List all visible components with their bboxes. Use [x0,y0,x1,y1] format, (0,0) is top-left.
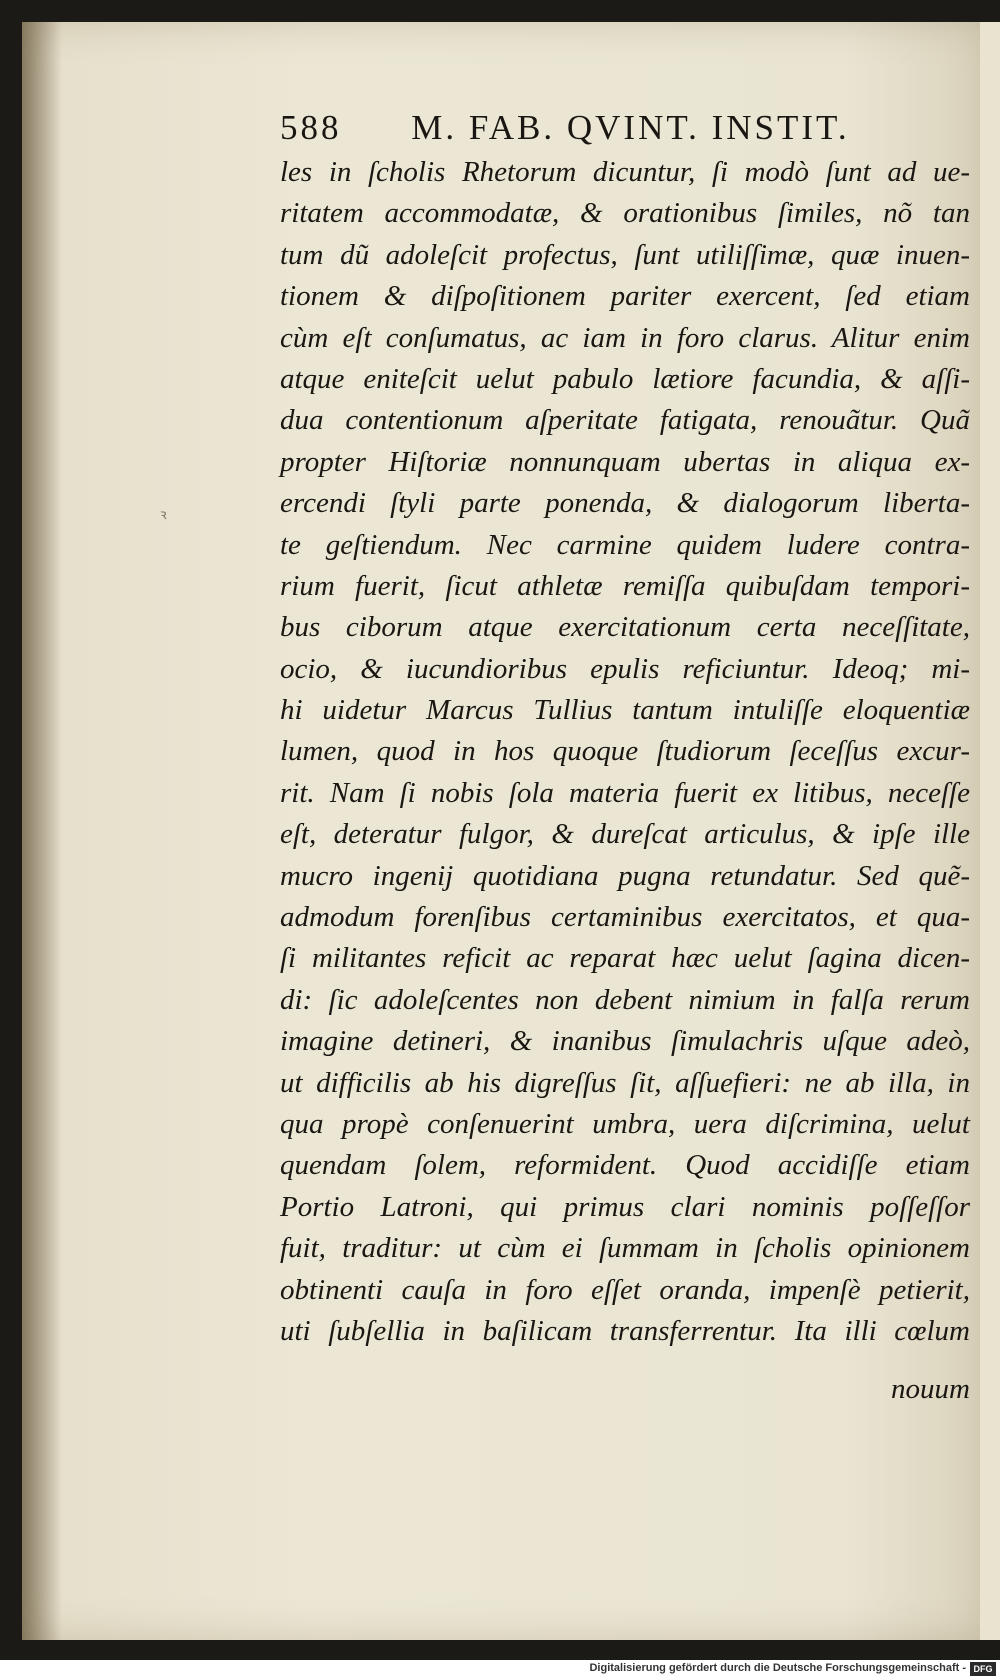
footer-bar [0,1660,1000,1679]
text-line: imagine detineri, & inanibus ſimulachris uſque adeò, [280,1025,970,1058]
text-line: rium fuerit, ſicut athletæ remiſſa quibuſdam tempori- [280,569,970,602]
text-line: atque eniteſcit uelut pabulo lætiore facundia, & aſſi- [280,362,970,395]
text-line: ercendi ſtyli parte ponenda, & dialogorum liberta- [280,487,970,520]
text-line: ritatem accommodatæ, & orationibus ſimiles, nõ tan [280,197,970,230]
catchword: nouum [891,1373,970,1405]
text-line: cùm eſt conſumatus, ac iam in foro clarus. Alitur enim [280,321,970,354]
digitization-credit: Digitalisierung gefördert durch die Deutsche Forschungsgemeinschaft - [589,1662,966,1674]
text-line: hi uidetur Marcus Tullius tantum intuliſſe eloquentiæ [280,694,970,727]
text-line: qua propè conſenuerint umbra, uera diſcrimina, uelut [280,1107,970,1140]
page-edge [980,22,1000,1640]
dfg-logo: DFG [970,1662,996,1676]
gutter-shadow [22,22,62,1640]
text-line: mucro ingenij quotidiana pugna retundatur. Sed quẽ- [280,859,970,892]
text-line: ut difficilis ab his digreſſus ſit, aſſuefieri: ne ab illa, in [280,1066,970,1099]
page-number: 588 [280,108,342,147]
text-line: admodum forenſibus certaminibus exercitatos, et qua- [280,901,970,934]
text-line: uti ſubſellia in baſilicam transferrentur. Ita illi cœlum [280,1314,970,1347]
text-line: ſi militantes reficit ac reparat hæc uelut ſagina dicen- [280,942,970,975]
body-text [280,152,970,1352]
margin-mark: ꝛ [160,508,167,523]
text-line: les in ſcholis Rhetorum dicuntur, ſi modò ſunt ad ue- [280,156,970,188]
text-line: propter Hiſtoriæ nonnunquam ubertas in aliqua ex- [280,445,970,478]
text-line: tum dũ adoleſcit profectus, ſunt utiliſſimæ, quæ inuen- [280,238,970,271]
text-line: dua contentionum aſperitate fatigata, renouãtur. Quã [280,404,970,437]
running-title: M. FAB. QVINT. INSTIT. [411,108,850,147]
running-head [280,108,900,156]
text-line: di: ſic adoleſcentes non debent nimium in falſa rerum [280,983,970,1016]
text-line: obtinenti cauſa in foro eſſet oranda, impenſè petierit, [280,1273,970,1306]
text-line: te geſtiendum. Nec carmine quidem ludere contra- [280,528,970,561]
text-line: lumen, quod in hos quoque ſtudiorum ſeceſſus excur- [280,735,970,768]
text-line: eſt, deteratur fulgor, & dureſcat articulus, & ipſe ille [280,818,970,851]
text-line: ocio, & iucundioribus epulis reficiuntur. Ideoq; mi- [280,652,970,685]
text-line: Portio Latroni, qui primus clari nominis poſſeſſor [280,1190,970,1223]
text-line: bus ciborum atque exercitationum certa neceſſitate, [280,611,970,644]
text-line: fuit, traditur: ut cùm ei ſummam in ſcholis opinionem [280,1232,970,1265]
text-line: rit. Nam ſi nobis ſola materia fuerit ex litibus, neceſſe [280,776,970,809]
text-line: tionem & diſpoſitionem pariter exercent, ſed etiam [280,280,970,313]
text-line: quendam ſolem, reformident. Quod accidiſſe etiam [280,1149,970,1182]
